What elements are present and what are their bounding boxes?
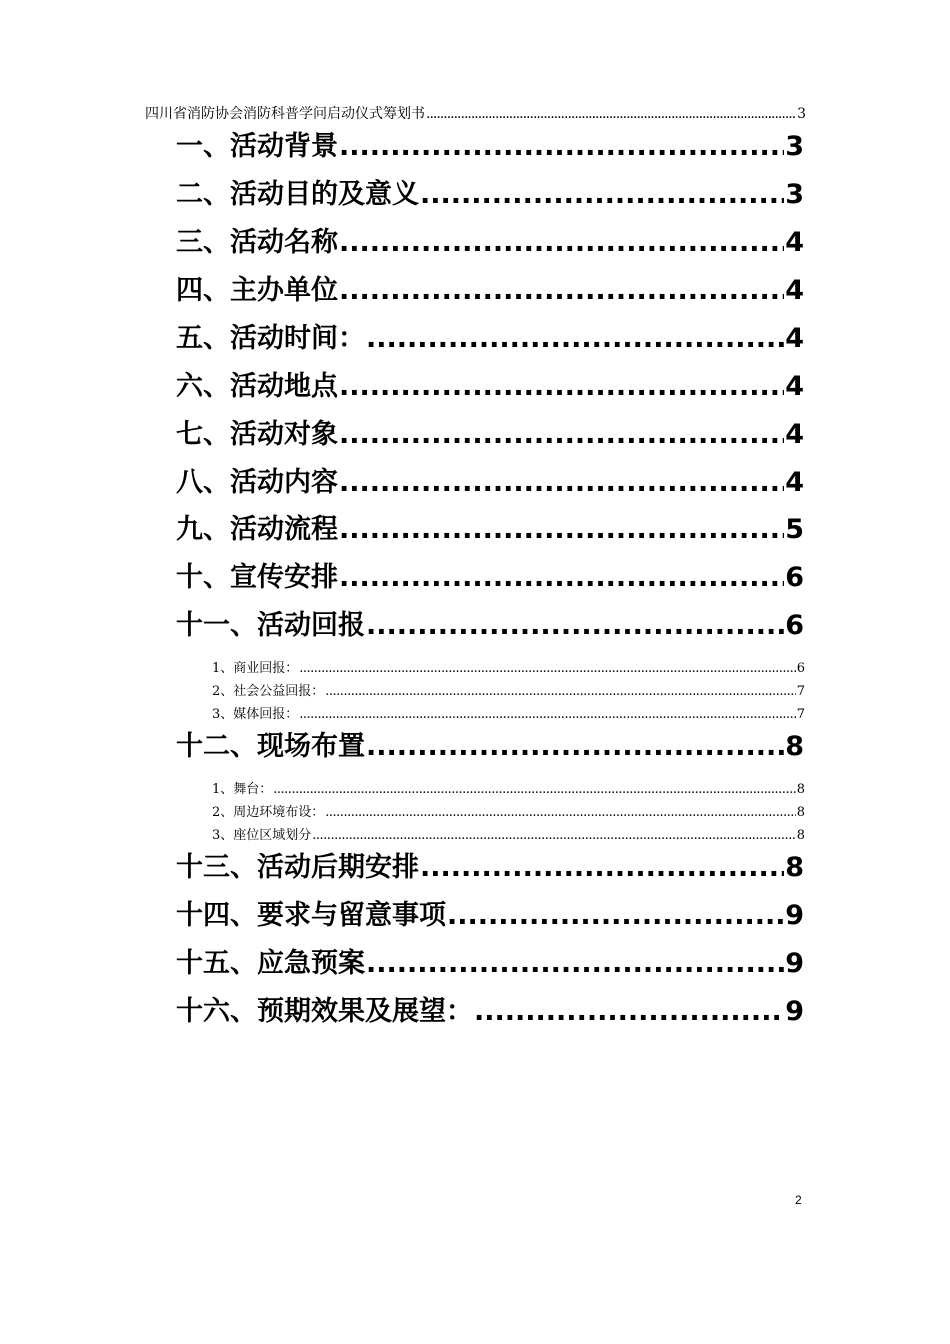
toc-subentry[interactable] xyxy=(212,824,805,842)
dot-leader xyxy=(447,900,784,931)
toc-entry[interactable] xyxy=(176,364,804,402)
dot-leader xyxy=(420,179,784,210)
toc-entry-title: 十三、活动后期安排 xyxy=(176,852,419,883)
toc-subentry[interactable] xyxy=(212,703,805,721)
toc-entry-title: 2、周边环境布设： xyxy=(212,805,325,819)
toc-entry-page: 4 xyxy=(785,419,804,450)
dot-leader xyxy=(339,467,784,498)
dot-leader xyxy=(339,419,784,450)
toc-entry-page: 9 xyxy=(785,900,804,931)
toc-entry-page: 6 xyxy=(785,610,804,641)
toc-entry-page: 3 xyxy=(785,179,804,210)
toc-entry-page: 3 xyxy=(785,131,804,162)
toc-entry[interactable] xyxy=(176,412,804,450)
toc-entry-page: 7 xyxy=(796,684,805,698)
toc-entry[interactable] xyxy=(176,172,804,210)
toc-entry-page: 8 xyxy=(785,731,804,762)
toc-entry[interactable] xyxy=(176,555,804,593)
dot-leader xyxy=(366,323,784,354)
toc-entry-page: 9 xyxy=(785,996,804,1027)
toc-entry-title: 三、活动名称 xyxy=(176,227,338,258)
toc-entry-page: 9 xyxy=(785,948,804,979)
dot-leader xyxy=(339,227,784,258)
toc-entry[interactable] xyxy=(176,941,804,979)
toc-entry[interactable] xyxy=(176,460,804,498)
toc-entry-title: 一、活动背景 xyxy=(176,131,338,162)
dot-leader xyxy=(273,782,795,796)
toc-entry-title: 四、主办单位 xyxy=(176,275,338,306)
toc-entry-page: 4 xyxy=(785,275,804,306)
toc-subentry[interactable] xyxy=(212,778,805,796)
dot-leader xyxy=(366,610,784,641)
toc-entry[interactable] xyxy=(176,316,804,354)
dot-leader xyxy=(339,514,784,545)
toc-entry[interactable] xyxy=(176,603,804,641)
toc-entry-page: 4 xyxy=(785,371,804,402)
toc-entry-title: 六、活动地点 xyxy=(176,371,338,402)
toc-entry-title: 八、活动内容 xyxy=(176,467,338,498)
toc-entry-page: 4 xyxy=(785,227,804,258)
toc-entry-title: 七、活动对象 xyxy=(176,419,338,450)
dot-leader xyxy=(426,106,796,122)
dot-leader xyxy=(366,948,784,979)
toc-subentry[interactable] xyxy=(212,801,805,819)
toc-entry-title: 十五、应急预案 xyxy=(176,948,365,979)
dot-leader xyxy=(474,996,784,1027)
toc-entry-page: 6 xyxy=(785,562,804,593)
toc-entry-title: 十四、要求与留意事项 xyxy=(176,900,446,931)
dot-leader xyxy=(339,275,784,306)
page-number: 2 xyxy=(795,1193,802,1207)
toc-entry[interactable] xyxy=(176,268,804,306)
dot-leader xyxy=(299,707,795,721)
toc-entry-title: 2、社会公益回报： xyxy=(212,684,325,698)
toc-entry[interactable] xyxy=(176,507,804,545)
toc-entry[interactable] xyxy=(176,220,804,258)
toc-entry-title: 1、商业回报： xyxy=(212,661,299,675)
toc-entry-page: 8 xyxy=(796,805,805,819)
toc-entry-title: 二、活动目的及意义 xyxy=(176,179,419,210)
toc-entry-top[interactable] xyxy=(145,103,806,123)
toc-entry[interactable] xyxy=(176,724,804,762)
toc-entry[interactable] xyxy=(176,989,804,1027)
dot-leader xyxy=(339,131,784,162)
toc-entry-title: 九、活动流程 xyxy=(176,514,338,545)
toc-entry[interactable] xyxy=(176,845,804,883)
toc-entry-page: 4 xyxy=(785,323,804,354)
toc-entry-title: 四川省消防协会消防科普学问启动仪式筹划书 xyxy=(145,106,425,122)
toc-entry-title: 十二、现场布置 xyxy=(176,731,365,762)
toc-entry-page: 8 xyxy=(796,782,805,796)
dot-leader xyxy=(420,852,784,883)
dot-leader xyxy=(339,562,784,593)
toc-entry-page: 8 xyxy=(796,828,805,842)
dot-leader xyxy=(325,684,795,698)
dot-leader xyxy=(312,828,795,842)
toc-subentry[interactable] xyxy=(212,680,805,698)
dot-leader xyxy=(366,731,784,762)
toc-entry-page: 5 xyxy=(785,514,804,545)
toc-entry[interactable] xyxy=(176,893,804,931)
toc-entry-title: 十六、预期效果及展望： xyxy=(176,996,473,1027)
toc-entry-page: 7 xyxy=(796,707,805,721)
toc-entry[interactable] xyxy=(176,124,804,162)
toc-entry-title: 五、活动时间： xyxy=(176,323,365,354)
toc-entry-title: 3、座位区域划分 xyxy=(212,828,312,842)
toc-entry-title: 十、宣传安排 xyxy=(176,562,338,593)
dot-leader xyxy=(339,371,784,402)
toc-entry-title: 十一、活动回报 xyxy=(176,610,365,641)
toc-entry-title: 1、舞台： xyxy=(212,782,273,796)
toc-entry-page: 8 xyxy=(785,852,804,883)
toc-entry-page: 3 xyxy=(797,106,806,122)
toc-entry-page: 4 xyxy=(785,467,804,498)
dot-leader xyxy=(299,661,795,675)
toc-entry-page: 6 xyxy=(796,661,805,675)
dot-leader xyxy=(325,805,795,819)
toc-subentry[interactable] xyxy=(212,657,805,675)
toc-entry-title: 3、媒体回报： xyxy=(212,707,299,721)
